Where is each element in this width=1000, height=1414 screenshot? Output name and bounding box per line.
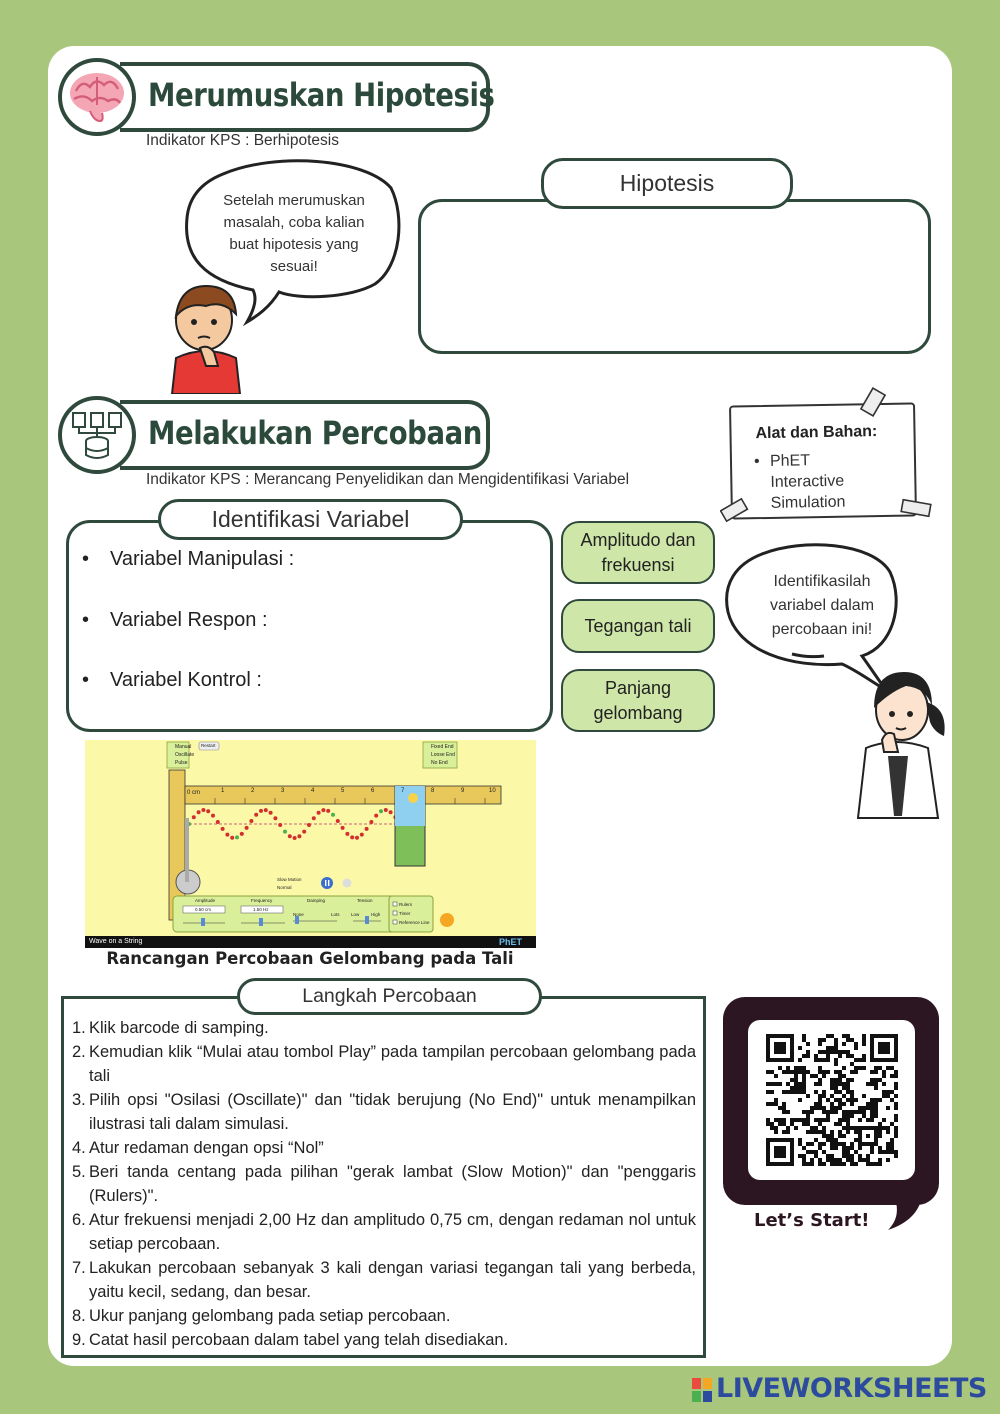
step-item: 8. Ukur panjang gelombang pada setiap percobaan. [72,1307,451,1325]
sim-restart-button[interactable]: Restart [201,743,216,748]
simulation-caption: Rancangan Percobaan Gelombang pada Tali [106,949,514,968]
string-bead [331,813,335,817]
step-item: 9. Catat hasil percobaan dalam tabel yang telah disediakan. [72,1331,509,1349]
sim-app-name: Wave on a String [89,938,143,945]
tape-decoration-icon [720,386,936,526]
string-bead [345,832,349,836]
sim-mode-manual[interactable]: Manual [175,744,192,750]
tools-item: • PhET Interactive Simulation [770,449,871,514]
phet-simulation-screenshot [85,740,536,948]
variable-respon-item[interactable]: • Variabel Respon : [86,609,268,632]
string-bead [379,809,383,813]
string-bead [293,836,297,840]
step-item: 6. Atur frekuensi menjadi 2,00 Hz dan amplitudo 0,75 cm, dengan redaman nol untuk setiap percobaan. [72,1211,696,1253]
string-bead [192,815,196,819]
section-header-hipotesis [120,62,495,132]
string-bead [211,814,215,818]
string-bead [259,809,263,813]
string-bead [273,816,277,820]
string-bead [254,813,258,817]
lets-start-label: Let’s Start! [754,1210,870,1231]
option-amplitudo-frekuensi[interactable]: Amplitudo dan frekuensi [561,521,715,584]
liveworksheets-brand: LIVEWORKSHEETS [716,1373,987,1404]
girl-bubble-text: Identifikasilah variabel dalam percobaan ini! [769,573,875,638]
variable-manipulasi-item[interactable]: • Variabel Manipulasi : [86,548,294,571]
string-bead [221,827,225,831]
step-item: 7. Lakukan percobaan sebanyak 3 kali dengan variasi tegangan tali yang berbeda, yaitu kecil, sedang, dan besar. [72,1259,696,1301]
string-bead [264,808,268,812]
steps-box-title: Langkah Percobaan [237,978,542,1015]
sim-end-loose[interactable]: Loose End [431,752,455,758]
string-bead [297,834,301,838]
section-header-percobaan [120,400,490,470]
variable-box-title: Identifikasi Variabel [158,499,463,540]
sim-mode-oscillate[interactable]: Oscillate [175,752,195,758]
step-item: 1. Klik barcode di samping. [72,1019,269,1037]
string-bead [230,836,234,840]
string-bead [302,830,306,834]
option-tegangan-tali[interactable]: Tegangan tali [561,599,715,653]
string-bead [245,826,249,830]
qr-code-icon[interactable] [766,1034,898,1166]
string-bead [341,826,345,830]
string-bead [216,820,220,824]
string-bead [269,811,273,815]
string-bead [206,809,210,813]
sim-control-panel: Amplitude 0.50 cm Frequency 1.50 Hz Damping None Lots Tension Low High Rulers Timer Reference Line [195,898,430,925]
string-bead [312,816,316,820]
string-bead [235,835,239,839]
thinking-boy-illustration [166,282,246,394]
steps-list [74,1016,696,1352]
string-bead [384,808,388,812]
sim-end-no[interactable]: No End [431,760,448,766]
option-panjang-gelombang[interactable]: Panjang gelombang [561,669,715,732]
sim-end-fixed[interactable]: Fixed End [431,744,454,750]
string-bead [350,835,354,839]
sim-mode-pulse[interactable]: Pulse [175,760,188,766]
database-icon [58,396,136,474]
qr-code-container[interactable] [748,1020,915,1180]
qr-frame-tail [886,1196,922,1230]
string-bead [369,820,373,824]
brain-icon [58,58,136,136]
string-bead [197,810,201,814]
string-bead [355,836,359,840]
section-title: Merumuskan Hipotesis [148,76,495,114]
string-bead [360,833,364,837]
sim-ruler-ticks: 1 2 3 4 5 6 7 8 9 10 [221,788,496,794]
string-bead [278,823,282,827]
string-bead [336,819,340,823]
string-bead [374,814,378,818]
step-item: 4. Atur redaman dengan opsi “Nol” [72,1139,324,1157]
string-bead [365,827,369,831]
string-bead [389,810,393,814]
string-bead [288,834,292,838]
string-bead [201,808,205,812]
kps-indicator: Indikator KPS : Berhipotesis [146,132,339,149]
variable-kontrol-item[interactable]: • Variabel Kontrol : [86,669,262,692]
string-bead [321,808,325,812]
string-bead [307,823,311,827]
thinking-girl-illustration [852,668,952,820]
sim-bottom-bar [85,936,536,948]
hypothesis-answer-box[interactable] [418,199,931,354]
sim-normal[interactable]: Normal [277,885,292,890]
sim-ruler-unit: 0 cm [187,790,201,796]
string-bead [240,832,244,836]
tools-title: Alat dan Bahan: [755,423,878,443]
step-item: 3. Pilih opsi "Osilasi (Oscillate)" dan "tidak berujung (No End)" untuk menampilkan ilustrasi tali dalam simulasi. [72,1091,696,1133]
kps-indicator: Indikator KPS : Merancang Penyelidikan dan Mengidentifikasi Variabel [146,471,630,488]
section-title: Melakukan Percobaan [148,414,482,452]
step-item: 5. Beri tanda centang pada pilihan "gerak lambat (Slow Motion)" dan "penggaris (Rulers)". [72,1163,696,1205]
phet-logo: PhET [498,937,522,947]
string-bead [326,809,330,813]
string-bead [225,833,229,837]
step-item: 2. Kemudian klik “Mulai atau tombol Play” pada tampilan percobaan gelombang pada tali [72,1043,696,1085]
string-bead [249,819,253,823]
sim-slow-motion[interactable]: Slow Motion [277,877,302,882]
liveworksheets-logo-icon [692,1378,712,1402]
hypothesis-box-title: Hipotesis [541,158,793,209]
string-bead [283,830,287,834]
string-bead [317,811,321,815]
boy-bubble-text: Setelah merumuskan masalah, coba kalian buat hipotesis yang sesuai! [223,192,365,275]
